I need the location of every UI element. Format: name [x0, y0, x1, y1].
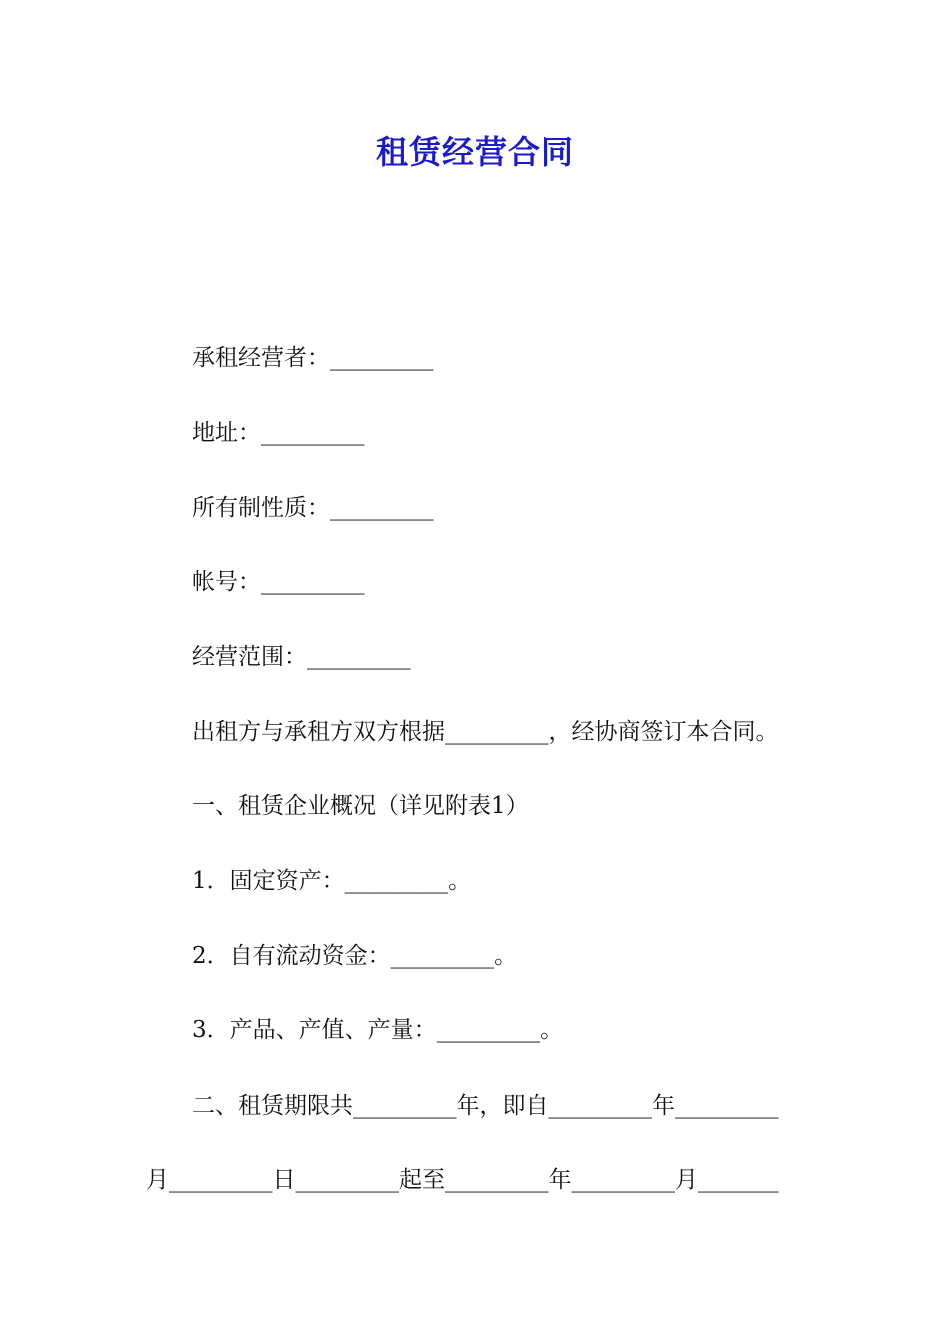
ownership-line: 所有制性质：_________	[192, 495, 434, 521]
account-line: 帐号：_________	[192, 569, 365, 595]
lease-term-line: 二、租赁期限共_________年，即自_________年_________	[192, 1093, 779, 1119]
working-capital-line: 2．自有流动资金：_________。	[192, 943, 518, 969]
address-line: 地址：_________	[192, 420, 365, 446]
agreement-basis-line: 出租方与承租方双方根据_________，经协商签订本合同。	[192, 719, 779, 745]
lessee-line: 承租经营者：_________	[192, 345, 434, 371]
products-line: 3．产品、产值、产量：_________。	[192, 1017, 564, 1043]
document-title: 租赁经营合同	[375, 133, 574, 171]
business-scope-line: 经营范围：_________	[192, 644, 411, 670]
section-one-heading: 一、租赁企业概况（详见附表1）	[192, 793, 529, 819]
fixed-assets-line: 1．固定资产：_________。	[192, 868, 472, 894]
lease-term-continued-line: 月_________日_________起至_________年_________月_______	[146, 1167, 779, 1193]
